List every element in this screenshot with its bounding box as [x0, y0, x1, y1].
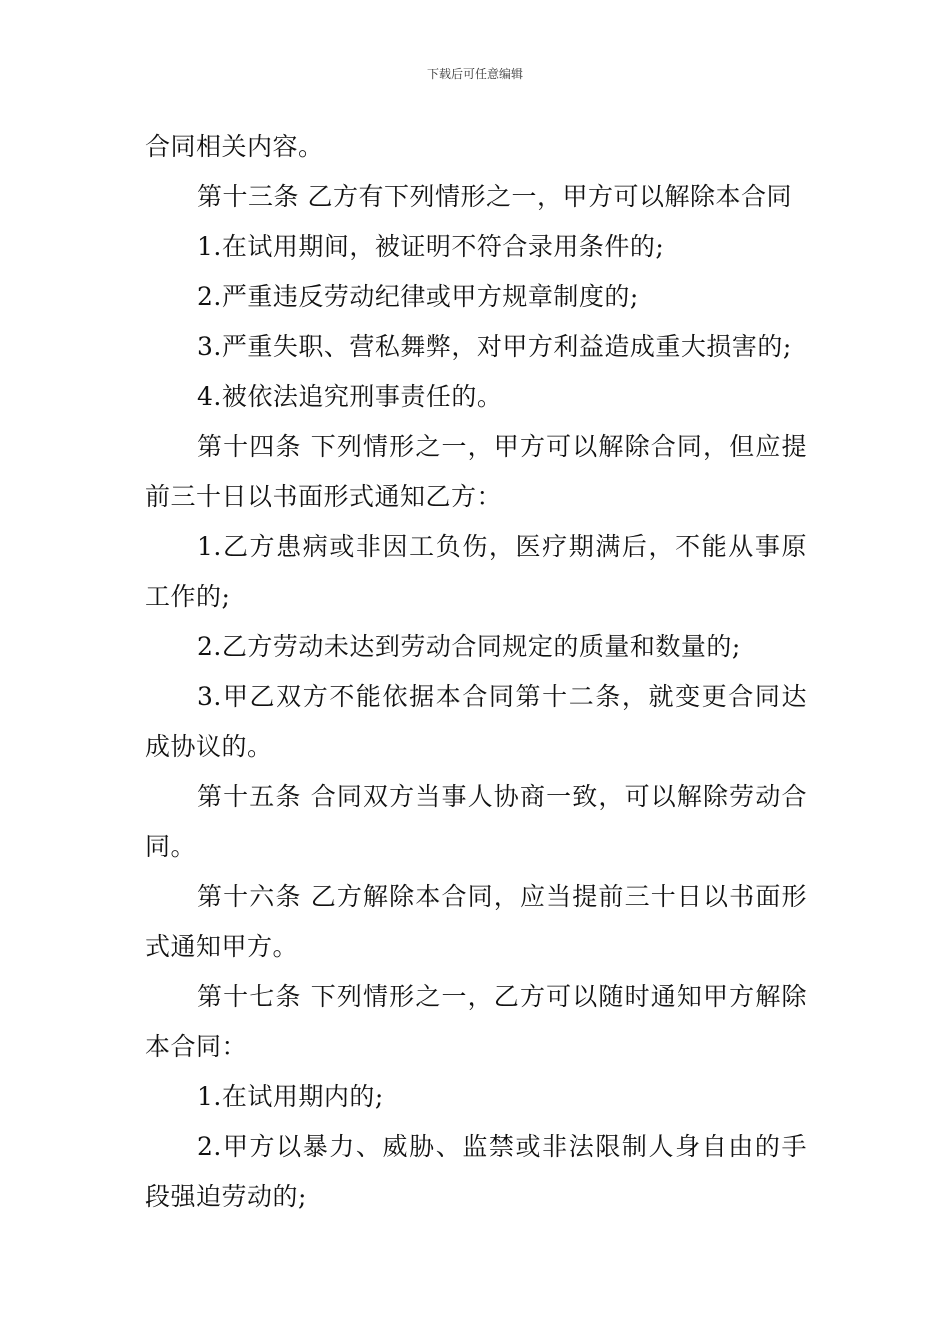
article-15: 第十五条 合同双方当事人协商一致，可以解除劳动合同。 [145, 782, 807, 861]
article-13-heading: 第十三条 乙方有下列情形之一，甲方可以解除本合同 [197, 182, 792, 211]
article-14-item-1: 1.乙方患病或非因工负伤，医疗期满后，不能从事原工作的; [145, 532, 807, 611]
page-header: 下载后可任意编辑 [426, 67, 523, 81]
article-17-item-1: 1.在试用期内的; [197, 1082, 384, 1111]
paragraph-continuation: 合同相关内容。 [145, 132, 324, 161]
article-13-item-4: 4.被依法追究刑事责任的。 [197, 382, 503, 411]
article-13-item-3: 3.严重失职、营私舞弊，对甲方利益造成重大损害的; [197, 332, 792, 361]
article-17-heading: 第十七条 下列情形之一，乙方可以随时通知甲方解除本合同： [145, 982, 807, 1061]
article-13-item-1: 1.在试用期间，被证明不符合录用条件的; [197, 232, 665, 261]
article-14-item-2: 2.乙方劳动未达到劳动合同规定的质量和数量的; [197, 632, 741, 661]
article-14-item-3: 3.甲乙双方不能依据本合同第十二条，就变更合同达成协议的。 [145, 682, 807, 761]
article-16: 第十六条 乙方解除本合同，应当提前三十日以书面形式通知甲方。 [145, 882, 807, 961]
article-17-item-2: 2.甲方以暴力、威胁、监禁或非法限制人身自由的手段强迫劳动的; [145, 1132, 807, 1211]
article-14-heading: 第十四条 下列情形之一，甲方可以解除合同，但应提前三十日以书面形式通知乙方： [145, 432, 807, 511]
document-body [145, 122, 807, 1222]
article-13-item-2: 2.严重违反劳动纪律或甲方规章制度的; [197, 282, 639, 311]
